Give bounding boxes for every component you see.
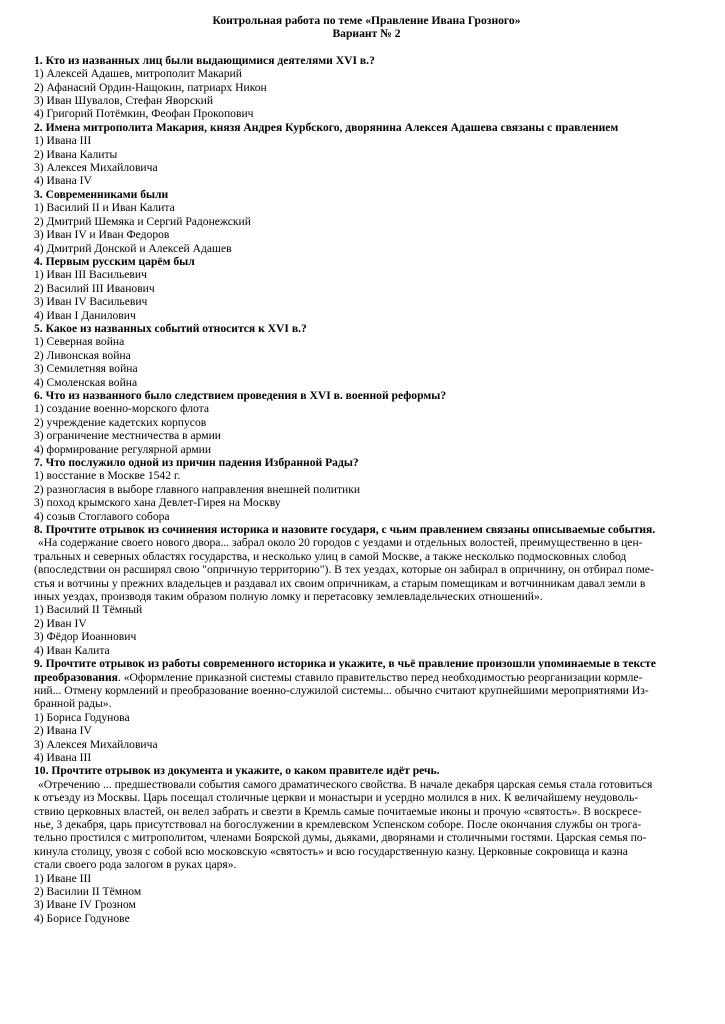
question-1 — [34, 54, 699, 121]
passage-line: к отъезду из Москвы. Царь посещал столичные церкви и монастыри и усердно молился в них. К величайшему неудоволь- — [34, 791, 639, 805]
answer-option: 1) Бориса Годунова — [34, 710, 130, 724]
question-title-continuation — [34, 671, 699, 684]
answer-option: 1) Северная война — [34, 335, 125, 349]
answer-option: 1) Иване III — [34, 871, 92, 885]
passage-line: ствию церковных властей, он велел забрать и свезти в Кремль самые почитаемые иконы и прочую «святость». В воскресе- — [34, 804, 642, 818]
question-5 — [34, 322, 699, 389]
answer-option: 2) Василий III Иванович — [34, 281, 155, 295]
answer-option: 4) Иван Калита — [34, 643, 110, 657]
answer-option: 2) Василии II Тёмном — [34, 885, 142, 898]
passage-line: «Отречению ... предшествовали события самого драматического свойства. В начале декабря царская семья стала готовиться — [38, 777, 653, 791]
passage-line: «На содержание своего нового двора... забрал около 20 городов с уездами и отдельных волостей, преимущественно в цен- — [38, 536, 643, 550]
question-7 — [34, 456, 699, 523]
answer-option: 1) создание военно-морского флота — [34, 402, 209, 416]
question-title: 6. Что из названного было следствием проведения в XVI в. военной реформы? — [34, 388, 447, 402]
answer-option: 2) Афанасий Ордин-Нащокин, патриарх Никон — [34, 80, 267, 94]
passage-line: (впоследствии он расширял свою "опричную территорию"). В тех уездах, которые он забирал в опричнину, он отбирал поме- — [34, 563, 654, 577]
question-2 — [34, 121, 699, 188]
answer-option: 1) Ивана III — [34, 134, 92, 148]
passage-line: . «Оформление приказной системы ставило правительство перед необходимостью реорганизации кормле- — [117, 670, 643, 684]
answer-option: 3) Иван IV Васильевич — [34, 295, 148, 309]
answer-option: 2) Ливонская война — [34, 348, 131, 362]
answer-option: 2) учреждение кадетских корпусов — [34, 415, 207, 429]
passage-line: бранной рады». — [34, 697, 112, 711]
question-title: 9. Прочтите отрывок из работы современного историка и укажите, в чьё правление произошли упоминаемые в тексте — [34, 657, 656, 671]
answer-option: 3) Иван Шувалов, Стефан Яворский — [34, 94, 214, 108]
answer-option: 3) Семилетняя война — [34, 362, 138, 376]
question-3 — [34, 188, 699, 255]
question-8 — [34, 523, 699, 657]
answer-option: 4) Борисе Годунове — [34, 911, 130, 925]
question-6 — [34, 389, 699, 456]
answer-option: 3) Алексея Михайловича — [34, 161, 158, 175]
passage-line: кинула столицу, увозя с собой всю московскую «святость» и всю государственную казну. Церковные сокровища и казна — [34, 844, 628, 858]
passage-line: иных уездах, производя таким образом полную ломку и перетасовку землевладельческих отношений». — [34, 590, 543, 604]
answer-option: 2) Ивана Калиты — [34, 147, 118, 161]
question-4 — [34, 255, 699, 322]
answer-option: 4) формирование регулярной армии — [34, 442, 212, 456]
passage-line: стали своего рода залогом в руках царя». — [34, 858, 237, 872]
question-9 — [34, 657, 699, 764]
answer-option: 4) Смоленская война — [34, 375, 138, 389]
answer-option: 1) Алексей Адашев, митрополит Макарий — [34, 67, 242, 81]
answer-option: 4) Иван I Данилович — [34, 308, 136, 322]
document-title: Контрольная работа по теме «Правление Ивана Грозного» — [212, 14, 521, 27]
answer-option: 2) Иван IV — [34, 616, 87, 630]
question-title: 1. Кто из названных лиц были выдающимися деятелями XVI в.? — [34, 53, 375, 67]
answer-option: 1) Василий II и Иван Калита — [34, 201, 175, 215]
passage-line: нье, 3 декабря, царь присутствовал на богослужении в кремлевском Успенском соборе. После окончания службы он трога- — [34, 817, 642, 831]
answer-option: 4) созыв Стоглавого собора — [34, 509, 170, 523]
answer-option: 1) Василий II Тёмный — [34, 603, 143, 617]
answer-option: 3) Иване IV Грозном — [34, 898, 136, 912]
question-title: 8. Прочтите отрывок из сочинения историка и назовите государя, с чьим правлением связаны описываемые события. — [34, 523, 656, 537]
answer-option: 2) Ивана IV — [34, 724, 92, 738]
question-title: 3. Современниками были — [34, 187, 169, 201]
answer-option: 4) Григорий Потёмкин, Феофан Прокопович — [34, 107, 254, 121]
answer-option: 1) восстание в Москве 1542 г. — [34, 469, 181, 483]
answer-option: 2) разногласия в выборе главного направления внешней политики — [34, 482, 361, 496]
answer-option: 4) Дмитрий Донской и Алексей Адашев — [34, 241, 232, 255]
answer-option: 3) поход крымского хана Девлет-Гирея на Москву — [34, 496, 281, 510]
answer-option: 3) Алексея Михайловича — [34, 737, 158, 751]
passage-line: ний... Отмену кормлений и преобразование военно-служилой системы... обычно считают крупнейшими мероприятиями Из- — [34, 683, 649, 697]
question-list — [34, 54, 699, 523]
question-title: 4. Первым русским царём был — [34, 254, 195, 268]
answer-option: 4) Ивана III — [34, 750, 92, 764]
answer-option: 3) Фёдор Иоаннович — [34, 630, 137, 644]
question-title-bold: преобразования — [34, 670, 118, 684]
variant-label: Вариант № 2 — [332, 27, 401, 41]
passage-line: тельно простился с митрополитом, членами Боярской думы, дьяками, дворянами и столичными гостями. Царская семья по- — [34, 831, 647, 845]
answer-option: 4) Ивана IV — [34, 174, 92, 188]
question-10 — [34, 764, 699, 925]
question-title: 7. Что послужило одной из причин падения Избранной Рады? — [34, 456, 359, 469]
answer-option: 3) ограничение местничества в армии — [34, 429, 222, 443]
question-title: 10. Прочтите отрывок из документа и укажите, о каком правителе идёт речь. — [34, 764, 440, 778]
answer-option: 1) Иван III Васильевич — [34, 268, 147, 282]
answer-option: 3) Иван IV и Иван Федоров — [34, 228, 170, 242]
answer-option: 2) Дмитрий Шемяка и Сергий Радонежский — [34, 214, 251, 228]
question-title: 2. Имена митрополита Макария, князя Андрея Курбского, дворянина Алексея Адашева связаны с правлением — [34, 120, 619, 134]
question-title: 5. Какое из названных событий относится к XVI в.? — [34, 321, 307, 335]
passage-line: стья и вотчины у прежних владельцев и раздавал их своим опричникам, а старым помещикам и вотчинникам давал земли в — [34, 576, 646, 590]
passage-line: тральных и северных областях государства, и несколько улиц в самой Москве, а также несколько подмосковных слобод — [34, 549, 627, 563]
